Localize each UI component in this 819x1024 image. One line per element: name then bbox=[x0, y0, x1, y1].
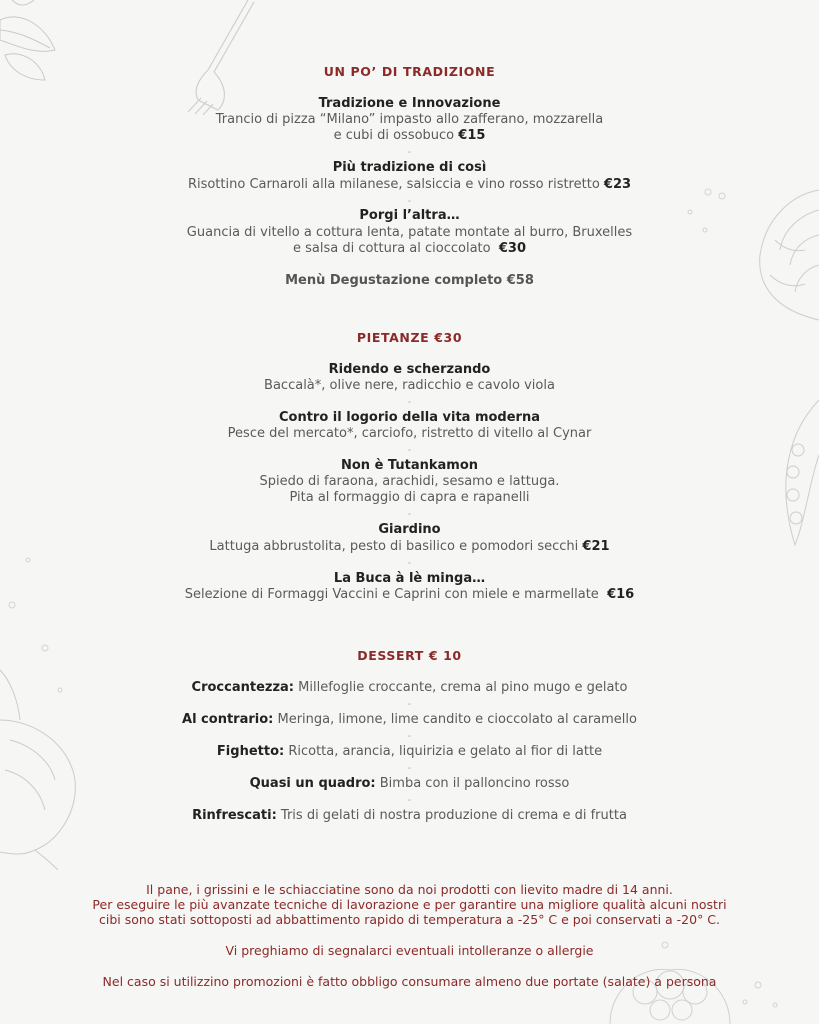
dish-description: Pita al formaggio di capra e rapanelli bbox=[289, 490, 530, 505]
dish-description: Pesce del mercato*, carciofo, ristretto di vitello al Cynar bbox=[227, 426, 592, 441]
separator: - bbox=[407, 145, 412, 158]
dish-description: Trancio di pizza “Milano” impasto allo zafferano, mozzarella bbox=[215, 112, 604, 127]
section-title-tradizione: UN PO’ DI TRADIZIONE bbox=[323, 64, 496, 79]
section-title-pietanze: PIETANZE €30 bbox=[356, 330, 463, 345]
dish-description: e cubi di ossobuco €15 bbox=[333, 128, 486, 143]
separator: - bbox=[407, 507, 412, 520]
note-bread: Il pane, i grissini e le schiacciatine sono da noi prodotti con lievito madre di 14 anni. bbox=[146, 882, 673, 897]
dessert-item: Croccantezza: Millefoglie croccante, crema al pino mugo e gelato bbox=[191, 680, 628, 695]
dessert-item: Quasi un quadro: Bimba con il palloncino rosso bbox=[249, 776, 570, 791]
note-techniques: Per eseguire le più avanzate tecniche di lavorazione e per garantire una migliore qualità alcuni nostri bbox=[92, 897, 727, 912]
dish-name: Non è Tutankamon bbox=[340, 458, 479, 473]
separator: - bbox=[407, 443, 412, 456]
separator: - bbox=[407, 194, 412, 207]
dish-description: Baccalà*, olive nere, radicchio e cavolo viola bbox=[264, 378, 555, 393]
dessert-item: Al contrario: Meringa, limone, lime candito e cioccolato al caramello bbox=[182, 712, 637, 727]
separator: - bbox=[407, 556, 412, 569]
separator: - bbox=[407, 395, 412, 408]
dish-price: €15 bbox=[458, 128, 486, 143]
dish-description: Lattuga abbrustolita, pesto di basilico e pomodori secchi €21 bbox=[209, 539, 610, 554]
note-temperature: cibi sono stati sottoposti ad abbattimento rapido di temperatura a -25° C e poi conservati a -20° C. bbox=[98, 912, 720, 927]
note-promotions: Nel caso si utilizzino promozioni è fatto obbligo consumare almeno due portate (salate) a persona bbox=[102, 974, 717, 989]
separator: - bbox=[407, 729, 412, 742]
dish-price: €21 bbox=[582, 539, 610, 554]
dish-price: €30 bbox=[498, 241, 527, 256]
dish-name: Giardino bbox=[378, 522, 441, 537]
dish-price: €16 bbox=[607, 587, 635, 602]
tasting-menu-price: Menù Degustazione completo €58 bbox=[285, 273, 534, 288]
dish-name: La Buca à lè minga… bbox=[333, 571, 486, 586]
dessert-item: Fighetto: Ricotta, arancia, liquirizia e gelato al fior di latte bbox=[216, 744, 603, 759]
separator: - bbox=[407, 793, 412, 806]
dish-name: Ridendo e scherzando bbox=[328, 362, 491, 377]
dish-price: €23 bbox=[603, 177, 632, 192]
dish-name: Tradizione e Innovazione bbox=[318, 96, 501, 111]
dish-description: Risottino Carnaroli alla milanese, salsiccia e vino rosso ristretto €23 bbox=[187, 177, 632, 192]
dish-name: Più tradizione di così bbox=[332, 160, 487, 175]
dish-name: Contro il logorio della vita moderna bbox=[278, 410, 540, 425]
separator: - bbox=[407, 697, 412, 710]
dish-description: Guancia di vitello a cottura lenta, patate montate al burro, Bruxelles bbox=[186, 225, 633, 240]
dish-description: Spiedo di faraona, arachidi, sesamo e lattuga. bbox=[259, 474, 560, 489]
dish-name: Porgi l’altra… bbox=[359, 208, 460, 223]
section-title-dessert: DESSERT € 10 bbox=[357, 648, 462, 663]
separator: - bbox=[407, 761, 412, 774]
note-allergies: Vi preghiamo di segnalarci eventuali intolleranze o allergie bbox=[225, 943, 594, 958]
dessert-item: Rinfrescati: Tris di gelati di nostra produzione di crema e di frutta bbox=[192, 808, 627, 823]
dish-description: e salsa di cottura al cioccolato €30 bbox=[292, 241, 527, 256]
dish-description: Selezione di Formaggi Vaccini e Caprini con miele e marmellate €16 bbox=[184, 587, 635, 602]
